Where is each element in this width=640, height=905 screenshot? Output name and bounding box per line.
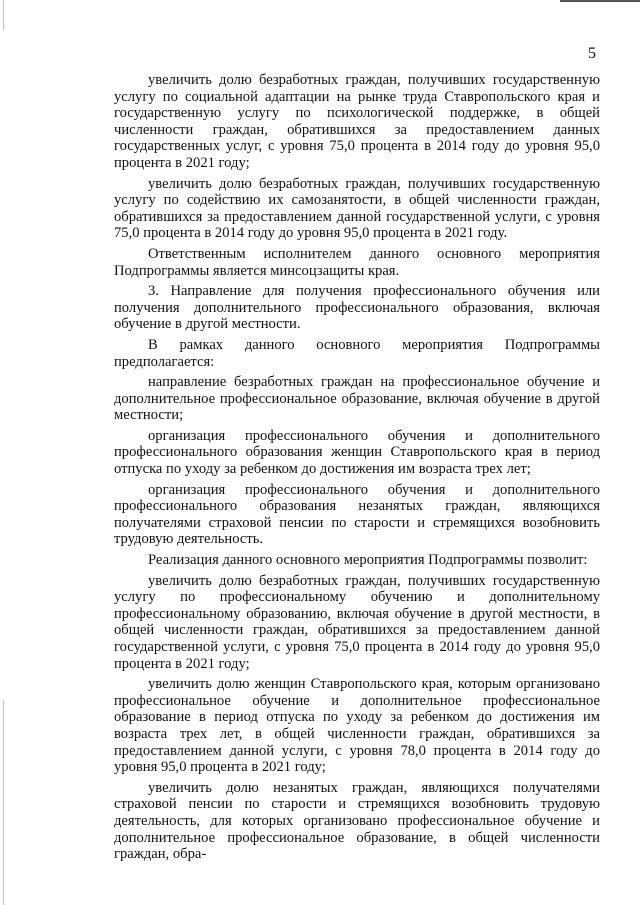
list-item: организация профессионального обучения и дополнительного профессионального образования женщин Ставропольского края в период отпуска по уходу за ребенком до достижения им возраста трех лет; [114, 427, 600, 478]
list-item: увеличить долю женщин Ставропольского края, которым организовано профессиональное обучение и дополнительное профессиональное образование в период отпуска по уходу за ребенком до достижения им возраста трех лет, в общей численности граждан, обратившихся за предоставлением данной услуги, с уровня 78,0 процента в 2014 году до уровня 95,0 процента в 2021 году; [114, 676, 600, 776]
list-item: организация профессионального обучения и дополнительного профессионального образования незанятых граждан, являющихся получателями страховой пенсии по старости и стремящихся возобновить трудовую деятельность. [114, 481, 600, 548]
list-item: увеличить долю незанятых граждан, являющихся получателями страховой пенсии по старости и стремящихся возобновить трудовую деятельность, для которых организовано профессиональное обучение и дополнительное профессиональное образование, в общей численности граждан, обра- [114, 779, 600, 863]
paragraph: увеличить долю безработных граждан, получивших государственную услугу по социальной адаптации на рынке труда Ставропольского края и государственную услугу по психологической поддержке, в общей численности граждан, обратившихся за предоставлением данных государственных услуг, с уровня 75,0 процента в 2014 году до уровня 95,0 процента в 2021 году; [114, 72, 600, 171]
list-item: увеличить долю безработных граждан, получивших государственную услугу по профессиональному обучению и дополнительному профессиональному образованию, включая обучение в другой местности, в общей численности граждан, обратившихся за предоставлением данной государственной услуги, с уровня 75,0 процента в 2014 году до уровня 95,0 процента в 2021 году; [114, 572, 600, 672]
top-edge-rule [560, 0, 640, 2]
body-text [114, 72, 600, 863]
paragraph: увеличить долю безработных граждан, получивших государственную услугу по содействию их самозанятости, в общей численности граждан, обратившихся за предоставлением данной государственной услуги, с уровня 75,0 процента в 2014 году до уровня 95,0 процента в 2021 году. [114, 175, 600, 242]
scan-margin-mark [3, 700, 4, 905]
section-heading: 3. Направление для получения профессионального обучения или получения дополнительного профессионального образования, включая обучение в другой местности. [114, 283, 600, 333]
paragraph: Ответственным исполнителем данного основного мероприятия Подпрограммы является минсоцзащиты края. [114, 245, 600, 279]
list-item: направление безработных граждан на профессиональное обучение и дополнительное профессиональное образование, включая обучение в другой местности; [114, 374, 600, 424]
page-number: 5 [588, 45, 596, 62]
paragraph: В рамках данного основного мероприятия Подпрограммы предполагается: [114, 336, 600, 370]
paragraph: Реализация данного основного мероприятия Подпрограммы позволит: [148, 552, 588, 569]
scan-margin-mark [3, 0, 4, 30]
